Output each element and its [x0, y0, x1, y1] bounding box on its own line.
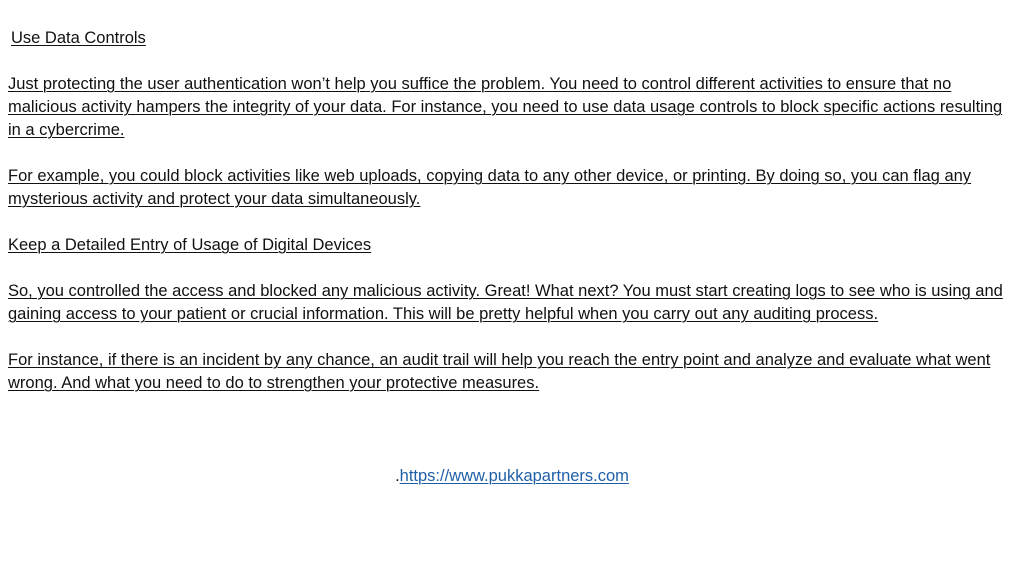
slide-content	[8, 27, 1016, 395]
paragraph-authentication: Just protecting the user authentication won’t help you suffice the problem. You need to control different activities to ensure that no malicious activity hampers the integrity of your data. For instance, you need to use data usage controls to block specific actions resulting in a cybercrime.	[8, 75, 1003, 139]
paragraph-creating-logs: So, you controlled the access and blocked any malicious activity. Great! What next? You must start creating logs to see who is using and gaining access to your patient or crucial information. This will be pretty helpful when you carry out any auditing process.	[8, 282, 1003, 323]
spacer	[8, 50, 1016, 73]
section-heading-detailed-entry: Keep a Detailed Entry of Usage of Digital Devices	[8, 236, 372, 254]
website-link[interactable]: https://www.pukkapartners.com	[399, 467, 629, 485]
spacer	[8, 326, 1016, 349]
footer-link-row	[0, 465, 1024, 488]
spacer	[8, 211, 1016, 234]
paragraph-block-activities: For example, you could block activities like web uploads, copying data to any other device, or printing. By doing so, you can flag any mysterious activity and protect your data simultaneously.	[8, 167, 972, 208]
section-heading-data-controls: Use Data Controls	[11, 29, 146, 47]
footer-prefix: .	[395, 467, 400, 485]
paragraph-audit-trail: For instance, if there is an incident by any chance, an audit trail will help you reach the entry point and analyze and evaluate what went wrong. And what you need to do to strengthen your protective measures.	[8, 351, 991, 392]
spacer	[8, 257, 1016, 280]
spacer	[8, 142, 1016, 165]
